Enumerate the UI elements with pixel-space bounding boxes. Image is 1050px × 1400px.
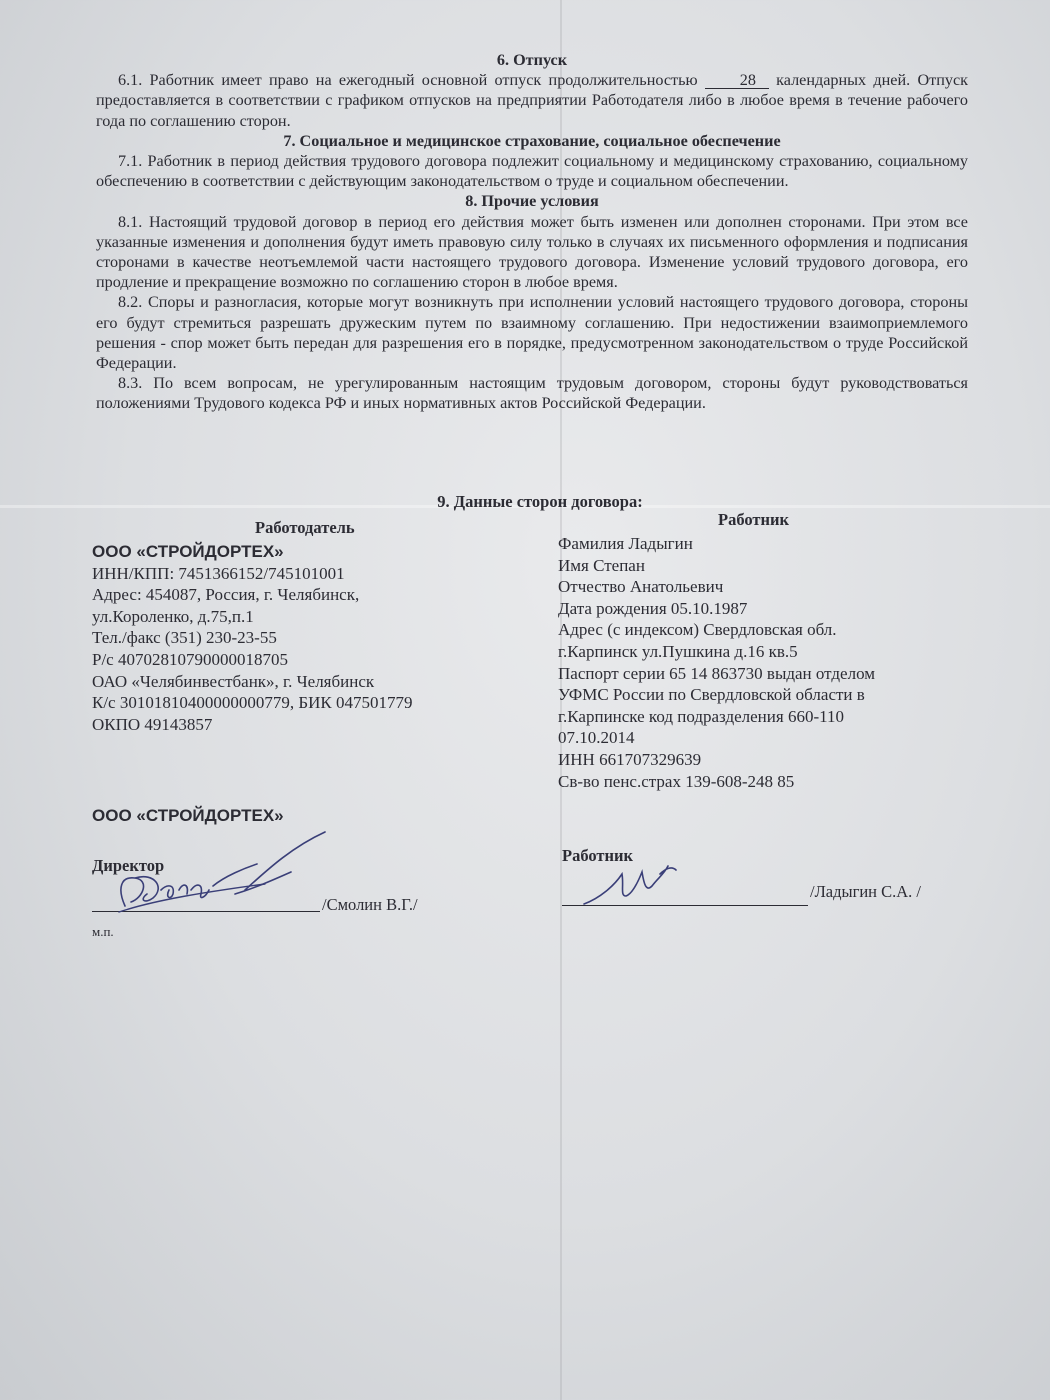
section-title: 8. Прочие условия	[465, 192, 599, 211]
stamp-place-label: м.п.	[92, 924, 114, 939]
employee-line: Св-во пенс.страх 139-608-248 85	[558, 771, 795, 791]
employee-line: Дата рождения 05.10.1987	[558, 598, 748, 618]
vacation-days-value: 28	[705, 72, 769, 89]
employer-line: Адрес: 454087, Россия, г. Челябинск,	[92, 585, 360, 605]
employer-line: Р/с 40702810790000018705	[92, 649, 288, 669]
section-title: 6. Отпуск	[496, 51, 568, 69]
employer-signature-company: ООО «СТРОЙДОРТЕХ»	[92, 806, 284, 825]
employee-line: Имя Степан	[558, 555, 645, 575]
employer-line: ул.Короленко, д.75,п.1	[92, 606, 254, 626]
parties-title: 9. Данные сторон договора:	[437, 492, 643, 511]
section-title: 7. Социальное и медицинское страхование, социальное обеспечение	[283, 131, 781, 150]
employee-line: г.Карпинске код подразделения 660-110	[558, 706, 844, 726]
employer-heading: Работодатель	[255, 518, 355, 537]
employer-details	[92, 541, 413, 735]
employer-line: ИНН/КПП: 7451366152/745101001	[92, 563, 345, 583]
clause-8-1: 8.1. Настоящий трудовой договор в период его действия может быть изменен или дополнен сторонами. При этом все указанные изменения и дополнения будут иметь правовую силу только в случаях их письменного оформления и подписания сторонами в качестве неотъемлемой части настоящего трудового договора. Изменение условий трудового договора, его продление и прекращение возможно по соглашению сторон в любое время.	[96, 212, 968, 292]
clause-8-2: 8.2. Споры и разногласия, которые могут возникнуть при исполнении условий настоящего трудового договора, стороны его будут стремиться разрешать дружеским путем по взаимному соглашению. При недостижении взаимоприемлемого решения - спор может быть передан для разрешения его в порядке, предусмотренном законодательством о труде Российской Федерации.	[96, 293, 968, 373]
employee-details	[558, 533, 875, 792]
employee-line: Паспорт серии 65 14 863730 выдан отделом	[558, 663, 875, 683]
employee-line: г.Карпинск ул.Пушкина д.16 кв.5	[558, 641, 798, 661]
employer-line: ОКПО 49143857	[92, 714, 213, 734]
employee-line: Фамилия Ладыгин	[558, 534, 693, 553]
director-name: /Смолин В.Г./	[322, 895, 418, 914]
director-label: Директор	[92, 856, 165, 875]
employer-name: ООО «СТРОЙДОРТЕХ»	[92, 542, 284, 561]
clause-text: 6.1. Работник имеет право на ежегодный основной отпуск продолжительностью	[118, 71, 698, 90]
employee-line: ИНН 661707329639	[558, 749, 702, 769]
employer-line: Тел./факс (351) 230-23-55	[92, 628, 277, 648]
director-signature-mark	[95, 828, 335, 928]
employee-signature-label: Работник	[562, 846, 634, 865]
employee-signature-mark	[580, 852, 690, 912]
clause-7-1: 7.1. Работник в период действия трудового договора подлежит социальному и медицинскому страхованию, социальному обеспечению в соответствии с действующим законодательством о труде и социальном обеспечении.	[96, 152, 968, 191]
employee-heading: Работник	[718, 510, 790, 529]
employer-line: К/с 30101810400000000779, БИК 047501779	[92, 693, 413, 713]
employee-line: УФМС России по Свердловской области в	[558, 685, 865, 705]
clause-8-3: 8.3. По всем вопросам, не урегулированным настоящим трудовым договором, стороны будут руководствоваться положениями Трудового кодекса РФ и иных нормативных актов Российской Федерации.	[96, 374, 968, 413]
employee-line: Отчество Анатольевич	[558, 577, 724, 597]
employee-line: 07.10.2014	[558, 728, 635, 748]
clause-text: календарных дней. Отпуск предоставляется в соответствии с графиком отпусков на предприятии Работодателя либо в любое время в течение рабочего года по соглашению сторон.	[96, 71, 969, 130]
employee-line: Адрес (с индексом) Свердловская обл.	[558, 620, 837, 640]
employer-line: ОАО «Челябинвестбанк», г. Челябинск	[92, 671, 375, 691]
employee-name: /Ладыгин С.А. /	[810, 882, 922, 901]
